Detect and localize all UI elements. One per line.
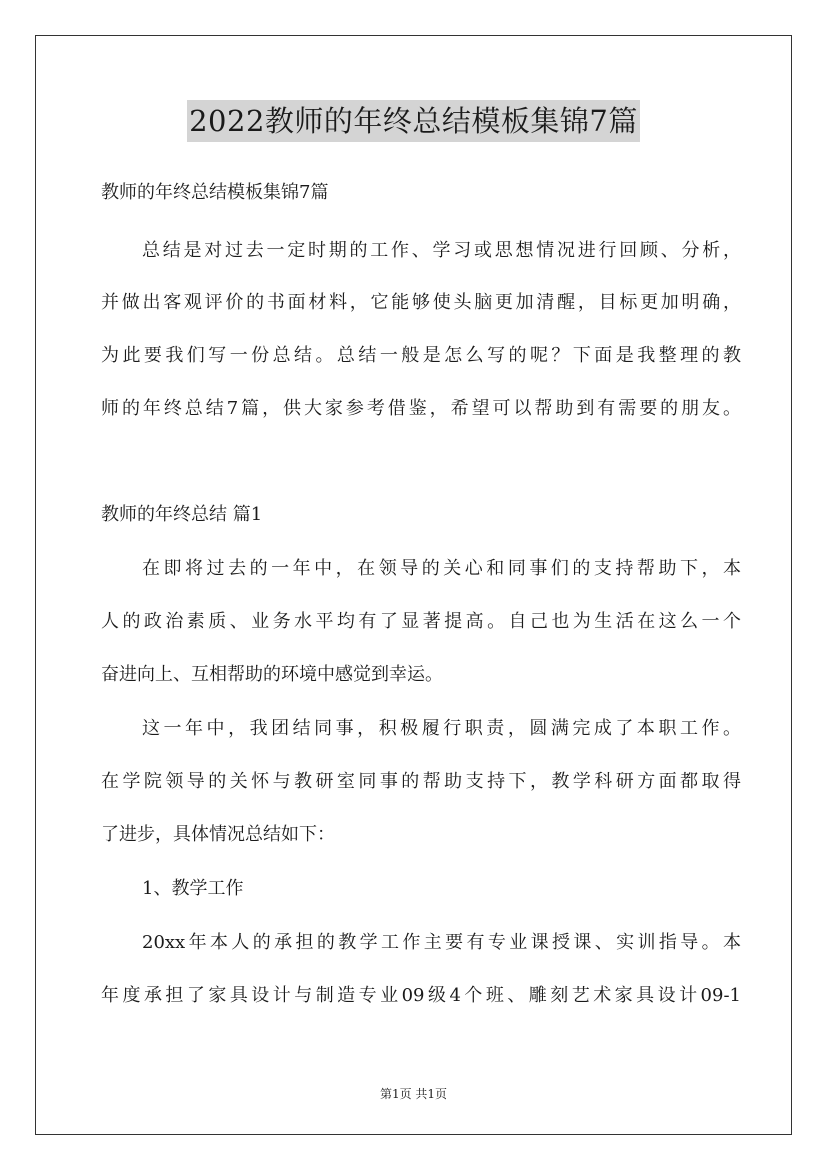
para2-line-2: 在学院领导的关怀与教研室同事的帮助支持下，教学科研方面都取得 bbox=[101, 771, 741, 792]
para1-line-2: 人的政治素质、业务水平均有了显著提高。自己也为生活在这么一个 bbox=[101, 611, 741, 632]
para2-line-3: 了进步，具体情况总结如下： bbox=[101, 824, 335, 845]
intro-line-3: 为此要我们写一份总结。总结一般是怎么写的呢？下面是我整理的教 bbox=[101, 345, 741, 366]
para1-line-3: 奋进向上、互相帮助的环境中感觉到幸运。 bbox=[101, 664, 443, 685]
section-heading-1: 教师的年终总结 篇1 bbox=[101, 504, 263, 525]
document-title: 2022教师的年终总结模板集锦7篇 bbox=[187, 100, 640, 142]
intro-line-1: 总结是对过去一定时期的工作、学习或思想情况进行回顾、分析， bbox=[142, 240, 741, 261]
intro-line-2: 并做出客观评价的书面材料，它能够使头脑更加清醒，目标更加明确， bbox=[101, 292, 741, 313]
intro-line-4: 师的年终总结7篇，供大家参考借鉴，希望可以帮助到有需要的朋友。 bbox=[101, 398, 741, 419]
document-body bbox=[101, 172, 741, 1009]
title-container bbox=[0, 100, 827, 142]
item-heading-1: 1、教学工作 bbox=[142, 878, 244, 899]
para3-line-2: 年度承担了家具设计与制造专业09级4个班、雕刻艺术家具设计09-1 bbox=[101, 985, 741, 1006]
page-footer: 第1页 共1页 bbox=[379, 1087, 448, 1101]
para1-line-1: 在即将过去的一年中，在领导的关心和同事们的支持帮助下，本 bbox=[142, 558, 741, 579]
document-subtitle: 教师的年终总结模板集锦7篇 bbox=[101, 182, 329, 203]
para3-line-1: 20xx年本人的承担的教学工作主要有专业课授课、实训指导。本 bbox=[142, 932, 741, 953]
para2-line-1: 这一年中，我团结同事，积极履行职责，圆满完成了本职工作。 bbox=[142, 718, 741, 739]
